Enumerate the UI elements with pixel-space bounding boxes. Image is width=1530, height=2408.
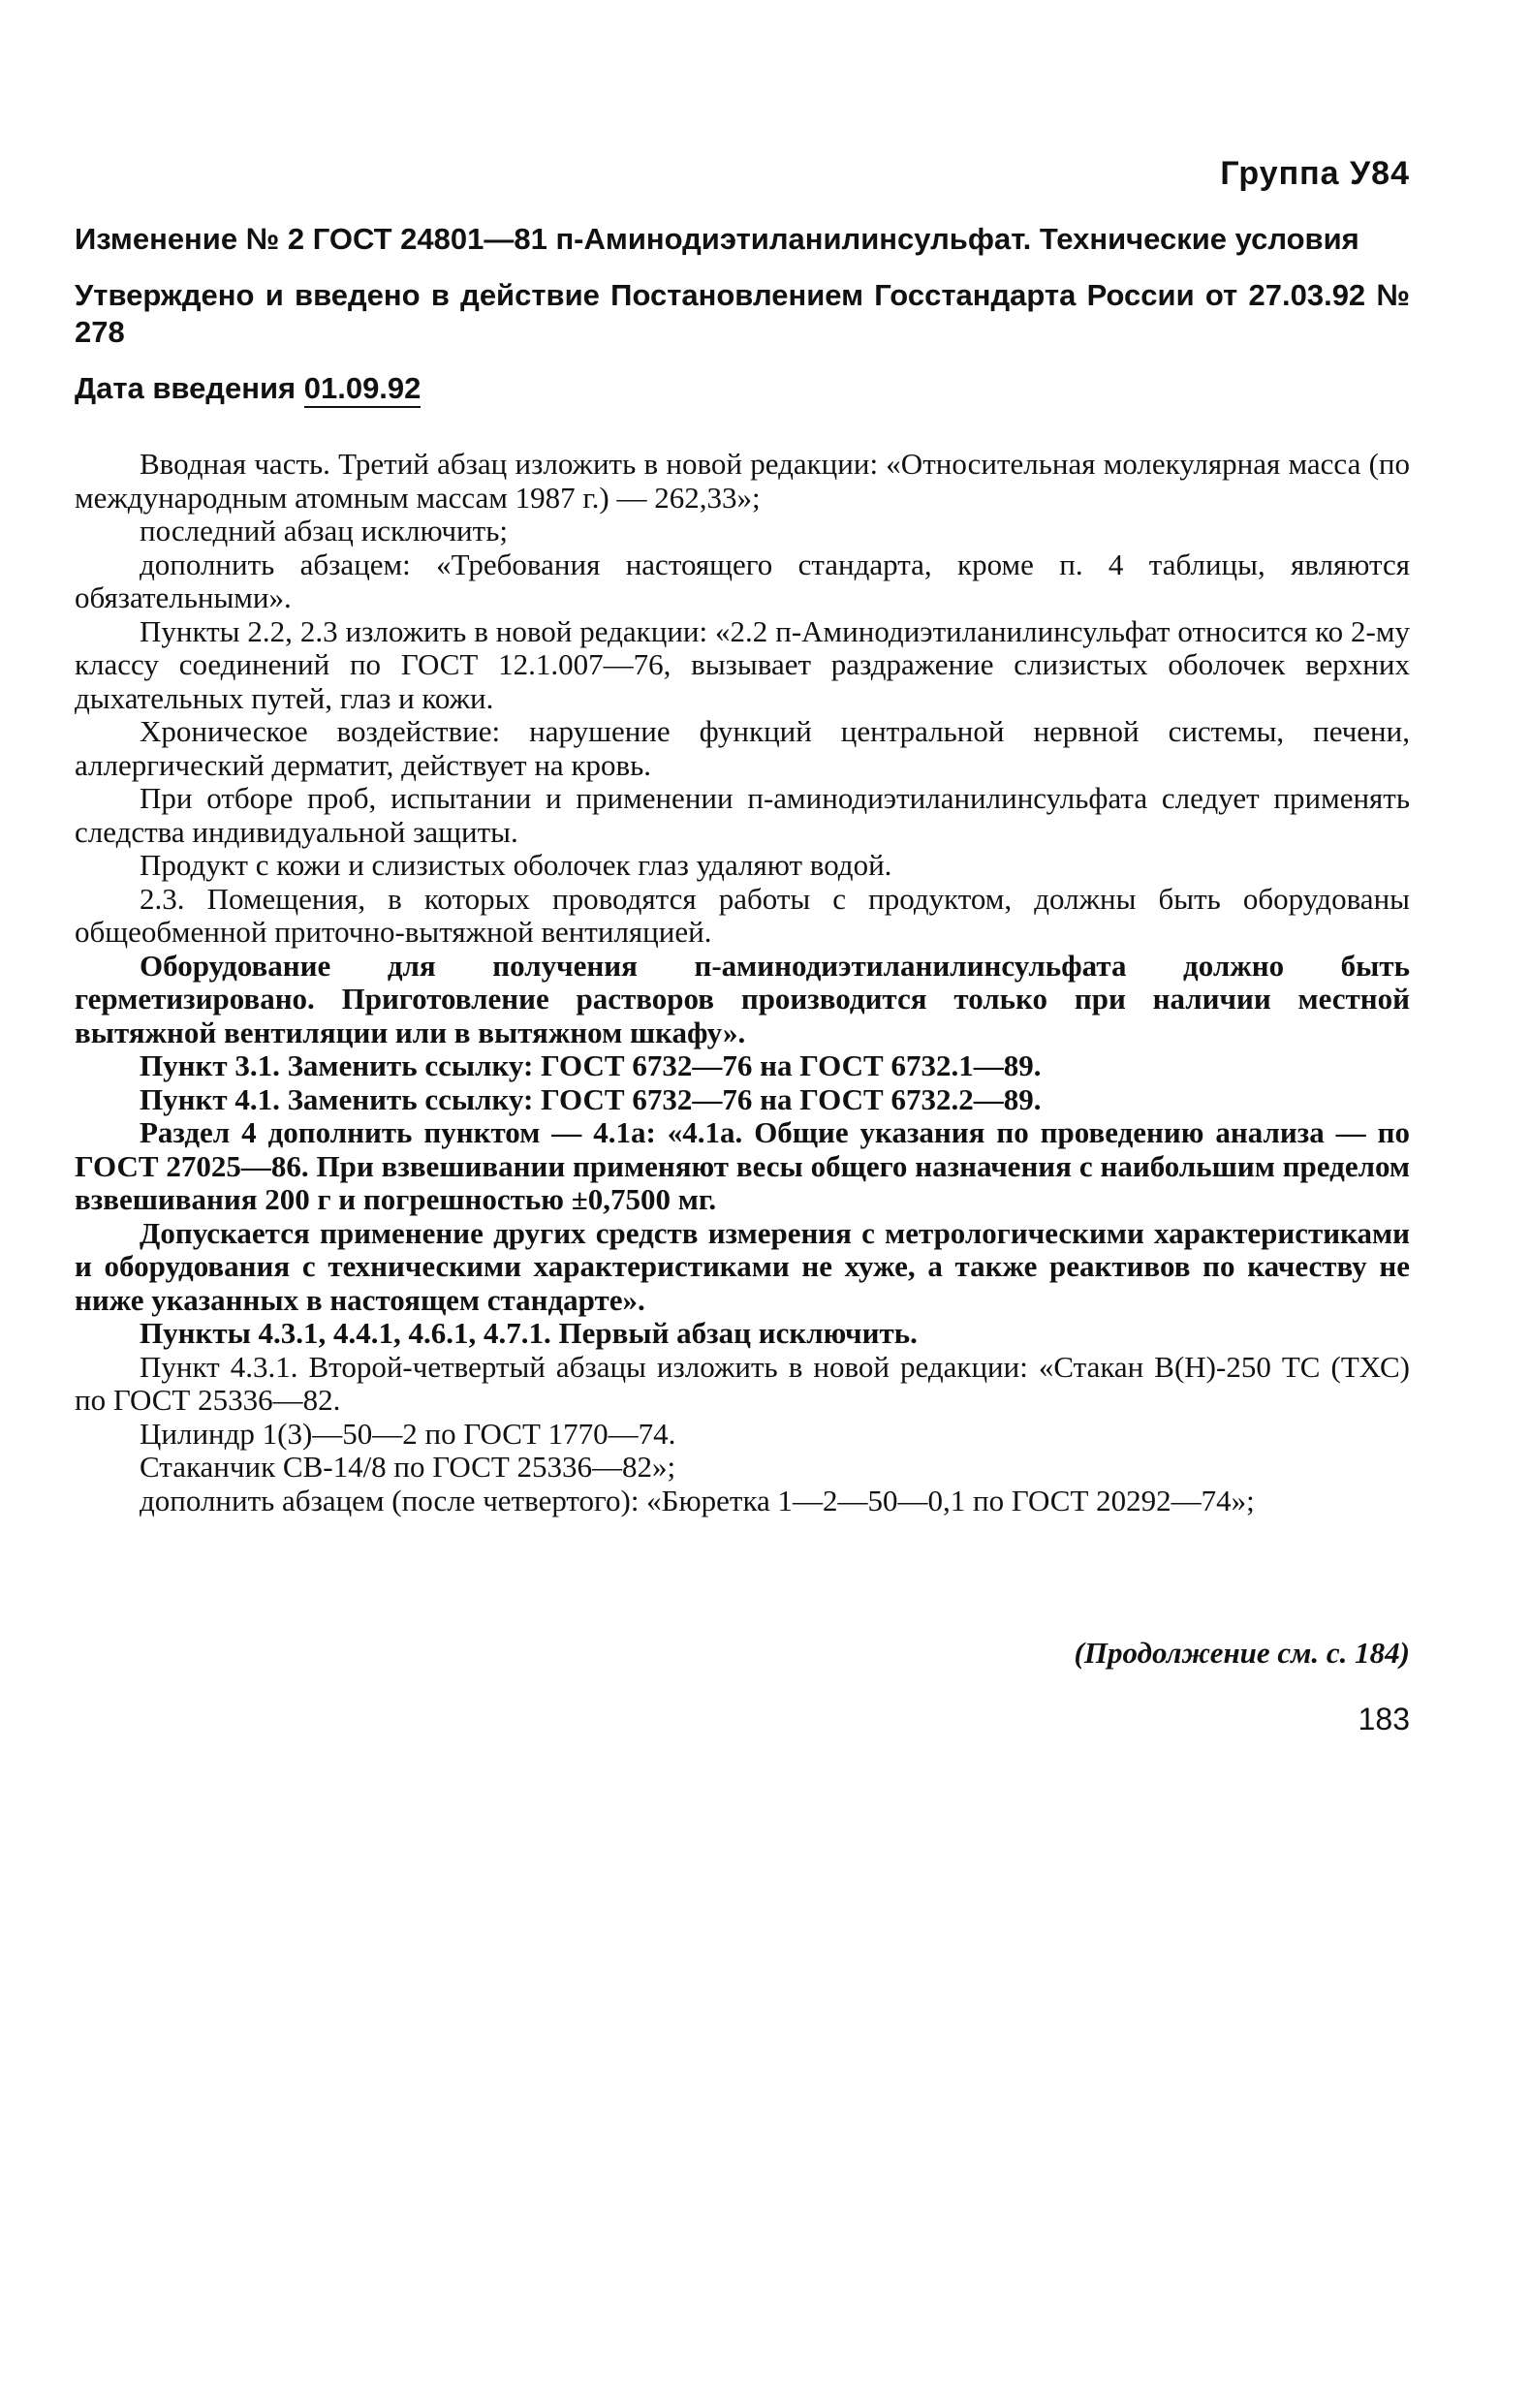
paragraph-point-4-3-1: Пункт 4.3.1. Второй-четвертый абзацы изложить в новой редакции: «Стакан В(Н)-250 ТС (ТХС) по ГОСТ 25336—82. — [75, 1349, 1410, 1417]
paragraph-points-first-abzac: Пункты 4.3.1, 4.4.1, 4.6.1, 4.7.1. Первый абзац исключить. — [140, 1316, 918, 1350]
paragraph-2-3-ventilation: 2.3. Помещения, в которых проводятся работы с продуктом, должны быть оборудованы общеобменной приточно-вытяжной вентиляцией. — [75, 881, 1410, 949]
change-title: Изменение № 2 ГОСТ 24801—81 п-Аминодиэтиланилинсульфат. Технические условия — [75, 222, 1359, 256]
paragraph-beaker: Стаканчик СВ-14/8 по ГОСТ 25336—82»; — [140, 1450, 676, 1484]
page-number: 183 — [1358, 1702, 1410, 1736]
effective-date — [75, 370, 1410, 407]
paragraph-point-3-1: Пункт 3.1. Заменить ссылку: ГОСТ 6732—76 на ГОСТ 6732.1—89. — [140, 1048, 1042, 1082]
paragraph-equipment: Оборудование для получения п-аминодиэтиланилинсульфата должно быть герметизировано. Приготовление растворов производится только при наличии местной вытяжной вентиляции или в вытяжном шкафу». — [75, 948, 1410, 1049]
paragraph-point-4-1: Пункт 4.1. Заменить ссылку: ГОСТ 6732—76 на ГОСТ 6732.2—89. — [140, 1081, 1042, 1116]
paragraph-intro: Вводная часть. Третий абзац изложить в новой редакции: «Относительная молекулярная масса (по международным атомным массам 1987 г.) — 262,33»; — [75, 447, 1410, 515]
date-label: Дата введения — [75, 371, 297, 405]
paragraph-points-2-2-2-3: Пункты 2.2, 2.3 изложить в новой редакции: «2.2 п-Аминодиэтиланилинсульфат относится ко 2-му классу соединений по ГОСТ 12.1.007—76, вызывает раздражение слизистых оболочек верхних дыхательных путей, глаз и кожи. — [75, 613, 1410, 715]
paragraph-product-removal: Продукт с кожи и слизистых оболочек глаз удаляют водой. — [140, 848, 892, 882]
document-body — [75, 448, 1410, 1517]
date-value: 01.09.92 — [304, 371, 422, 408]
paragraph-supplement: дополнить абзацем: «Требования настоящего стандарта, кроме п. 4 таблицы, являются обязательными». — [75, 547, 1410, 614]
group-code: Группа У84 — [1220, 155, 1410, 192]
document-header — [75, 221, 1410, 426]
approval-statement: Утверждено и введено в действие Постановлением Госстандарта России от 27.03.92 № 278 — [75, 278, 1410, 349]
paragraph-cylinder: Цилиндр 1(3)—50—2 по ГОСТ 1770—74. — [140, 1416, 676, 1451]
paragraph-section-4-addition: Раздел 4 дополнить пунктом — 4.1а: «4.1а. Общие указания по проведению анализа — по ГОСТ 27025—86. При взвешивании применяют весы общего назначения с наибольшим пределом взвешивания 200 г и погрешностью ±0,7500 мг. — [75, 1115, 1410, 1216]
paragraph-sampling-protection: При отборе проб, испытании и применении п-аминодиэтиланилинсульфата следует применять следства индивидуальной защиты. — [75, 781, 1410, 849]
paragraph-burette: дополнить абзацем (после четвертого): «Бюретка 1—2—50—0,1 по ГОСТ 20292—74»; — [140, 1483, 1255, 1517]
paragraph-chronic-effect: Хроническое воздействие: нарушение функций центральной нервной системы, печени, аллергический дерматит, действует на кровь. — [75, 714, 1410, 782]
paragraph-other-means: Допускается применение других средств измерения с метрологическими характеристиками и оборудования с техническими характеристиками не хуже, а также реактивов по качеству не ниже указанных в настоящем стандарте». — [75, 1215, 1410, 1317]
continuation-note: (Продолжение см. с. 184) — [1074, 1636, 1410, 1670]
paragraph-last-abzac: последний абзац исключить; — [140, 514, 508, 547]
